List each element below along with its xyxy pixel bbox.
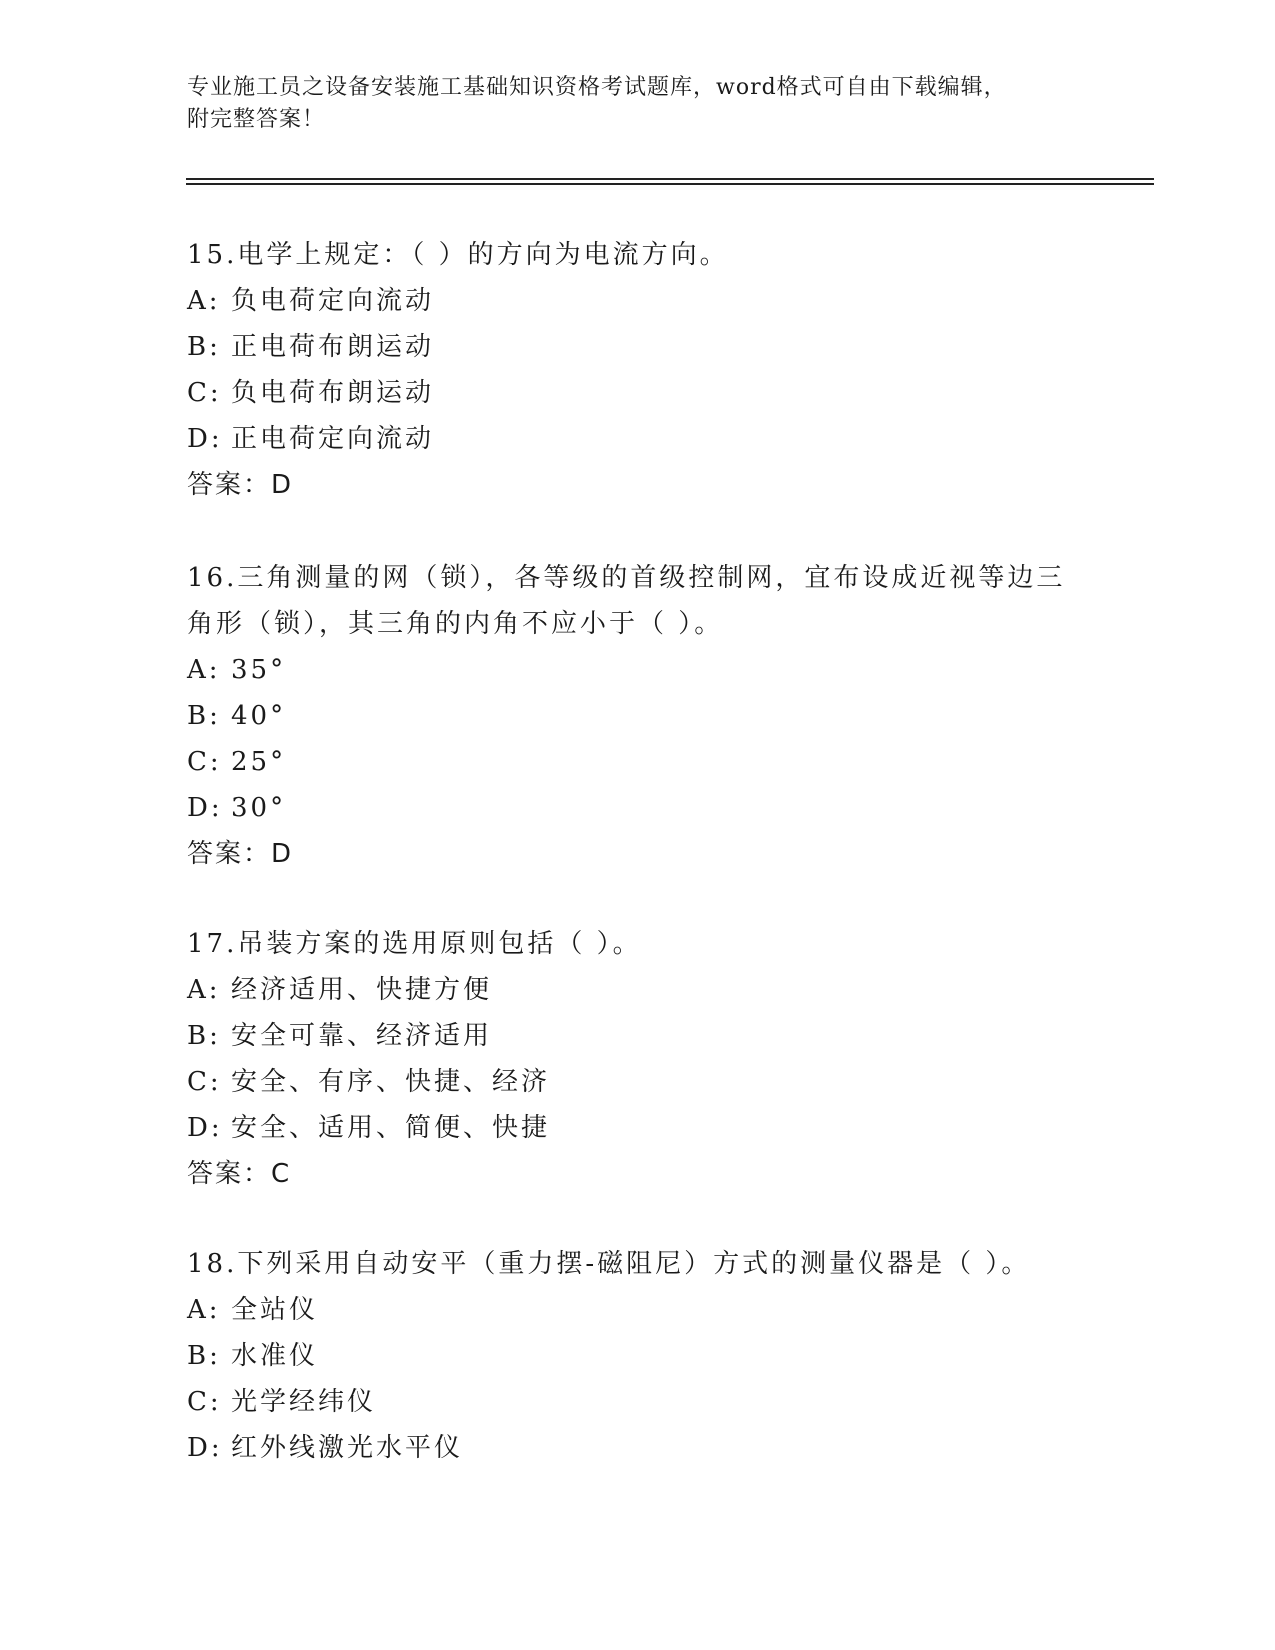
option-text: 25° <box>231 747 287 777</box>
option-c <box>187 739 1087 785</box>
option-d <box>187 1105 1087 1151</box>
option-label: A: <box>187 1295 221 1325</box>
option-a <box>187 278 1087 324</box>
option-label: B: <box>187 1021 221 1051</box>
option-text: 负电荷定向流动 <box>231 286 435 316</box>
option-text: 正电荷布朗运动 <box>231 332 435 362</box>
option-text: 35° <box>231 655 287 685</box>
option-d <box>187 416 1087 462</box>
option-text: 安全、适用、简便、快捷 <box>231 1113 551 1143</box>
answer: 答案：D <box>187 470 294 500</box>
option-b <box>187 324 1087 370</box>
option-label: A: <box>187 975 221 1005</box>
option-label: D: <box>187 1433 223 1463</box>
option-label: D: <box>187 1113 223 1143</box>
option-b <box>187 693 1087 739</box>
answer: 答案：D <box>187 839 294 869</box>
option-label: D: <box>187 793 223 823</box>
option-a <box>187 647 1087 693</box>
question-stem: 17.吊装方案的选用原则包括（ ）。 <box>187 929 642 959</box>
question-16 <box>187 555 1087 877</box>
option-label: B: <box>187 332 221 362</box>
document-header <box>187 72 1107 136</box>
option-c <box>187 1059 1087 1105</box>
option-text: 光学经纬仪 <box>231 1387 377 1417</box>
option-text: 全站仪 <box>231 1295 319 1325</box>
option-text: 40° <box>231 701 287 731</box>
option-d <box>187 1425 1087 1471</box>
option-c <box>187 370 1087 416</box>
option-d <box>187 785 1087 831</box>
option-text: 水准仪 <box>231 1341 319 1371</box>
option-label: B: <box>187 701 221 731</box>
question-stem-line-1: 16.三角测量的网（锁），各等级的首级控制网，宜布设成近视等边三 <box>187 563 1066 593</box>
option-b <box>187 1013 1087 1059</box>
option-label: C: <box>187 1067 222 1097</box>
option-b <box>187 1333 1087 1379</box>
option-a <box>187 1287 1087 1333</box>
option-a <box>187 967 1087 1013</box>
option-label: B: <box>187 1341 221 1371</box>
header-line-2: 附完整答案！ <box>187 107 326 132</box>
option-c <box>187 1379 1087 1425</box>
option-text: 安全、有序、快捷、经济 <box>231 1067 551 1097</box>
option-text: 安全可靠、经济适用 <box>231 1021 493 1051</box>
option-label: C: <box>187 1387 222 1417</box>
header-divider-bottom <box>186 183 1154 185</box>
question-15 <box>187 232 1087 508</box>
header-line-1: 专业施工员之设备安装施工基础知识资格考试题库，word格式可自由下载编辑， <box>187 75 1007 100</box>
question-18 <box>187 1241 1087 1471</box>
answer: 答案：C <box>187 1159 292 1189</box>
header-divider-top <box>186 178 1154 180</box>
option-text: 红外线激光水平仪 <box>231 1433 464 1463</box>
option-text: 正电荷定向流动 <box>231 424 435 454</box>
question-stem: 15.电学上规定：（ ）的方向为电流方向。 <box>187 240 729 270</box>
option-label: C: <box>187 378 222 408</box>
option-label: A: <box>187 655 221 685</box>
option-text: 经济适用、快捷方便 <box>231 975 493 1005</box>
option-text: 30° <box>231 793 287 823</box>
option-label: D: <box>187 424 223 454</box>
question-stem: 18.下列采用自动安平（重力摆-磁阻尼）方式的测量仪器是（ ）。 <box>187 1249 1031 1279</box>
option-label: C: <box>187 747 222 777</box>
question-stem-line-2: 角形（锁），其三角的内角不应小于（ ）。 <box>187 609 724 639</box>
option-text: 负电荷布朗运动 <box>231 378 435 408</box>
question-17 <box>187 921 1087 1197</box>
option-label: A: <box>187 286 221 316</box>
